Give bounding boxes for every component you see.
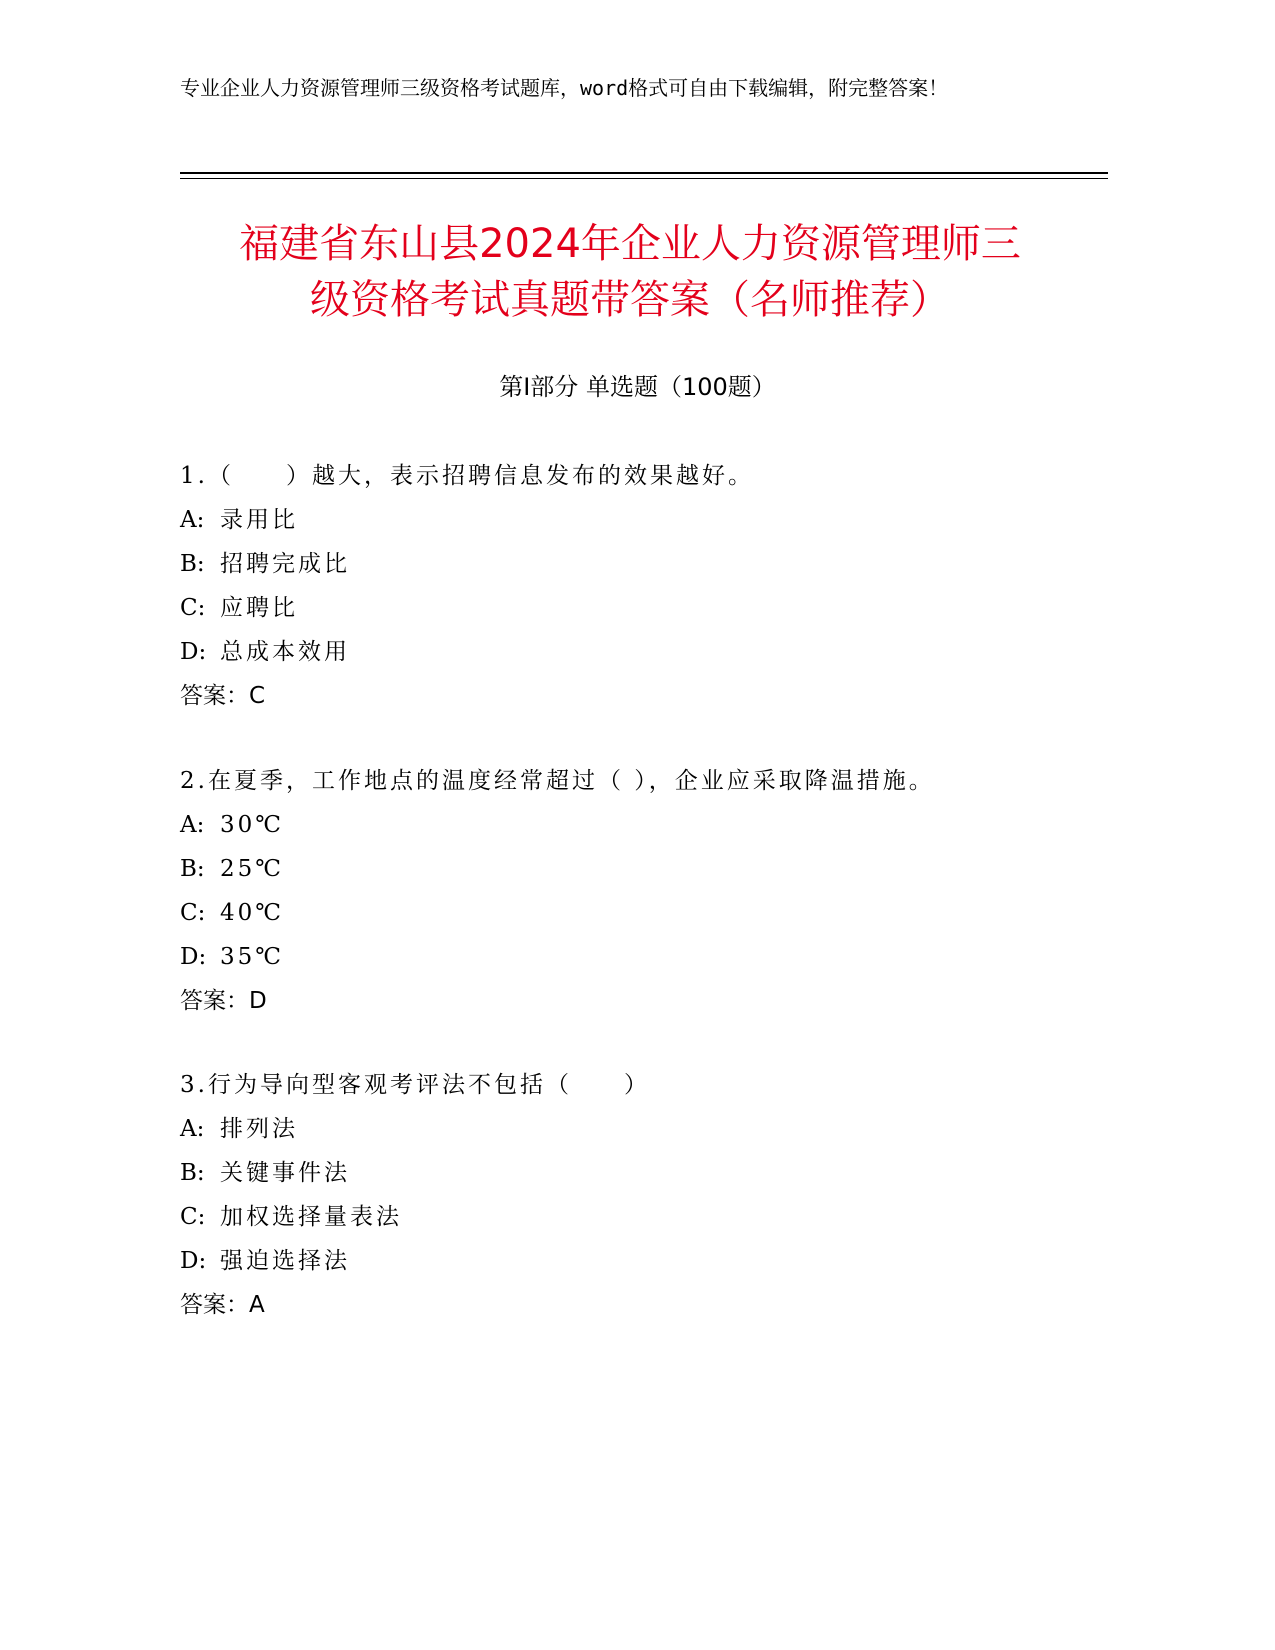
section-heading: 第I部分 单选题（100题） (499, 373, 776, 401)
question-stem: 1.（ ）越大，表示招聘信息发布的效果越好。 (180, 463, 754, 489)
option-b (180, 542, 1080, 586)
option-d (180, 935, 1080, 979)
option-letter: B: (180, 551, 205, 577)
option-d (180, 1239, 1080, 1283)
option-letter: C: (180, 1204, 206, 1230)
option-c (180, 1195, 1080, 1239)
option-letter: C: (180, 595, 206, 621)
option-letter: D: (180, 944, 207, 970)
option-text: 应聘比 (220, 595, 298, 621)
option-letter: B: (180, 856, 205, 882)
document-title-line-1: 福建省东山县2024年企业人力资源管理师三 (239, 221, 1021, 267)
option-b (180, 1151, 1080, 1195)
option-text: 35℃ (220, 944, 284, 970)
option-a (180, 803, 1080, 847)
document-title (150, 216, 1110, 328)
answer: 答案：D (180, 988, 267, 1014)
header-note: 专业企业人力资源管理师三级资格考试题库，word格式可自由下载编辑，附完整答案！ (180, 76, 949, 100)
option-letter: D: (180, 1248, 207, 1274)
header-divider-thin (180, 178, 1108, 179)
option-text: 关键事件法 (220, 1160, 350, 1186)
option-text: 招聘完成比 (220, 551, 350, 577)
answer: 答案：A (180, 1292, 265, 1318)
option-c (180, 891, 1080, 935)
option-letter: D: (180, 639, 207, 665)
option-letter: A: (180, 507, 205, 533)
option-b (180, 847, 1080, 891)
answer: 答案：C (180, 683, 266, 709)
option-text: 40℃ (220, 900, 284, 926)
question-3 (180, 1063, 1080, 1327)
document-title-line-2: 级资格考试真题带答案（名师推荐） (310, 277, 950, 323)
option-letter: A: (180, 1116, 205, 1142)
option-text: 排列法 (220, 1116, 298, 1142)
option-letter: B: (180, 1160, 205, 1186)
option-a (180, 1107, 1080, 1151)
header-divider-thick (180, 172, 1108, 174)
option-letter: C: (180, 900, 206, 926)
question-stem: 2.在夏季，工作地点的温度经常超过（ ），企业应采取降温措施。 (180, 768, 935, 794)
option-c (180, 586, 1080, 630)
option-text: 强迫选择法 (220, 1248, 350, 1274)
option-a (180, 498, 1080, 542)
option-text: 总成本效用 (220, 639, 350, 665)
option-d (180, 630, 1080, 674)
option-text: 加权选择量表法 (220, 1204, 402, 1230)
option-text: 30℃ (220, 812, 284, 838)
question-stem: 3.行为导向型客观考评法不包括（ ） (180, 1072, 650, 1098)
question-2 (180, 759, 1080, 1023)
option-letter: A: (180, 812, 205, 838)
option-text: 25℃ (220, 856, 284, 882)
question-1 (180, 454, 1080, 718)
option-text: 录用比 (220, 507, 298, 533)
